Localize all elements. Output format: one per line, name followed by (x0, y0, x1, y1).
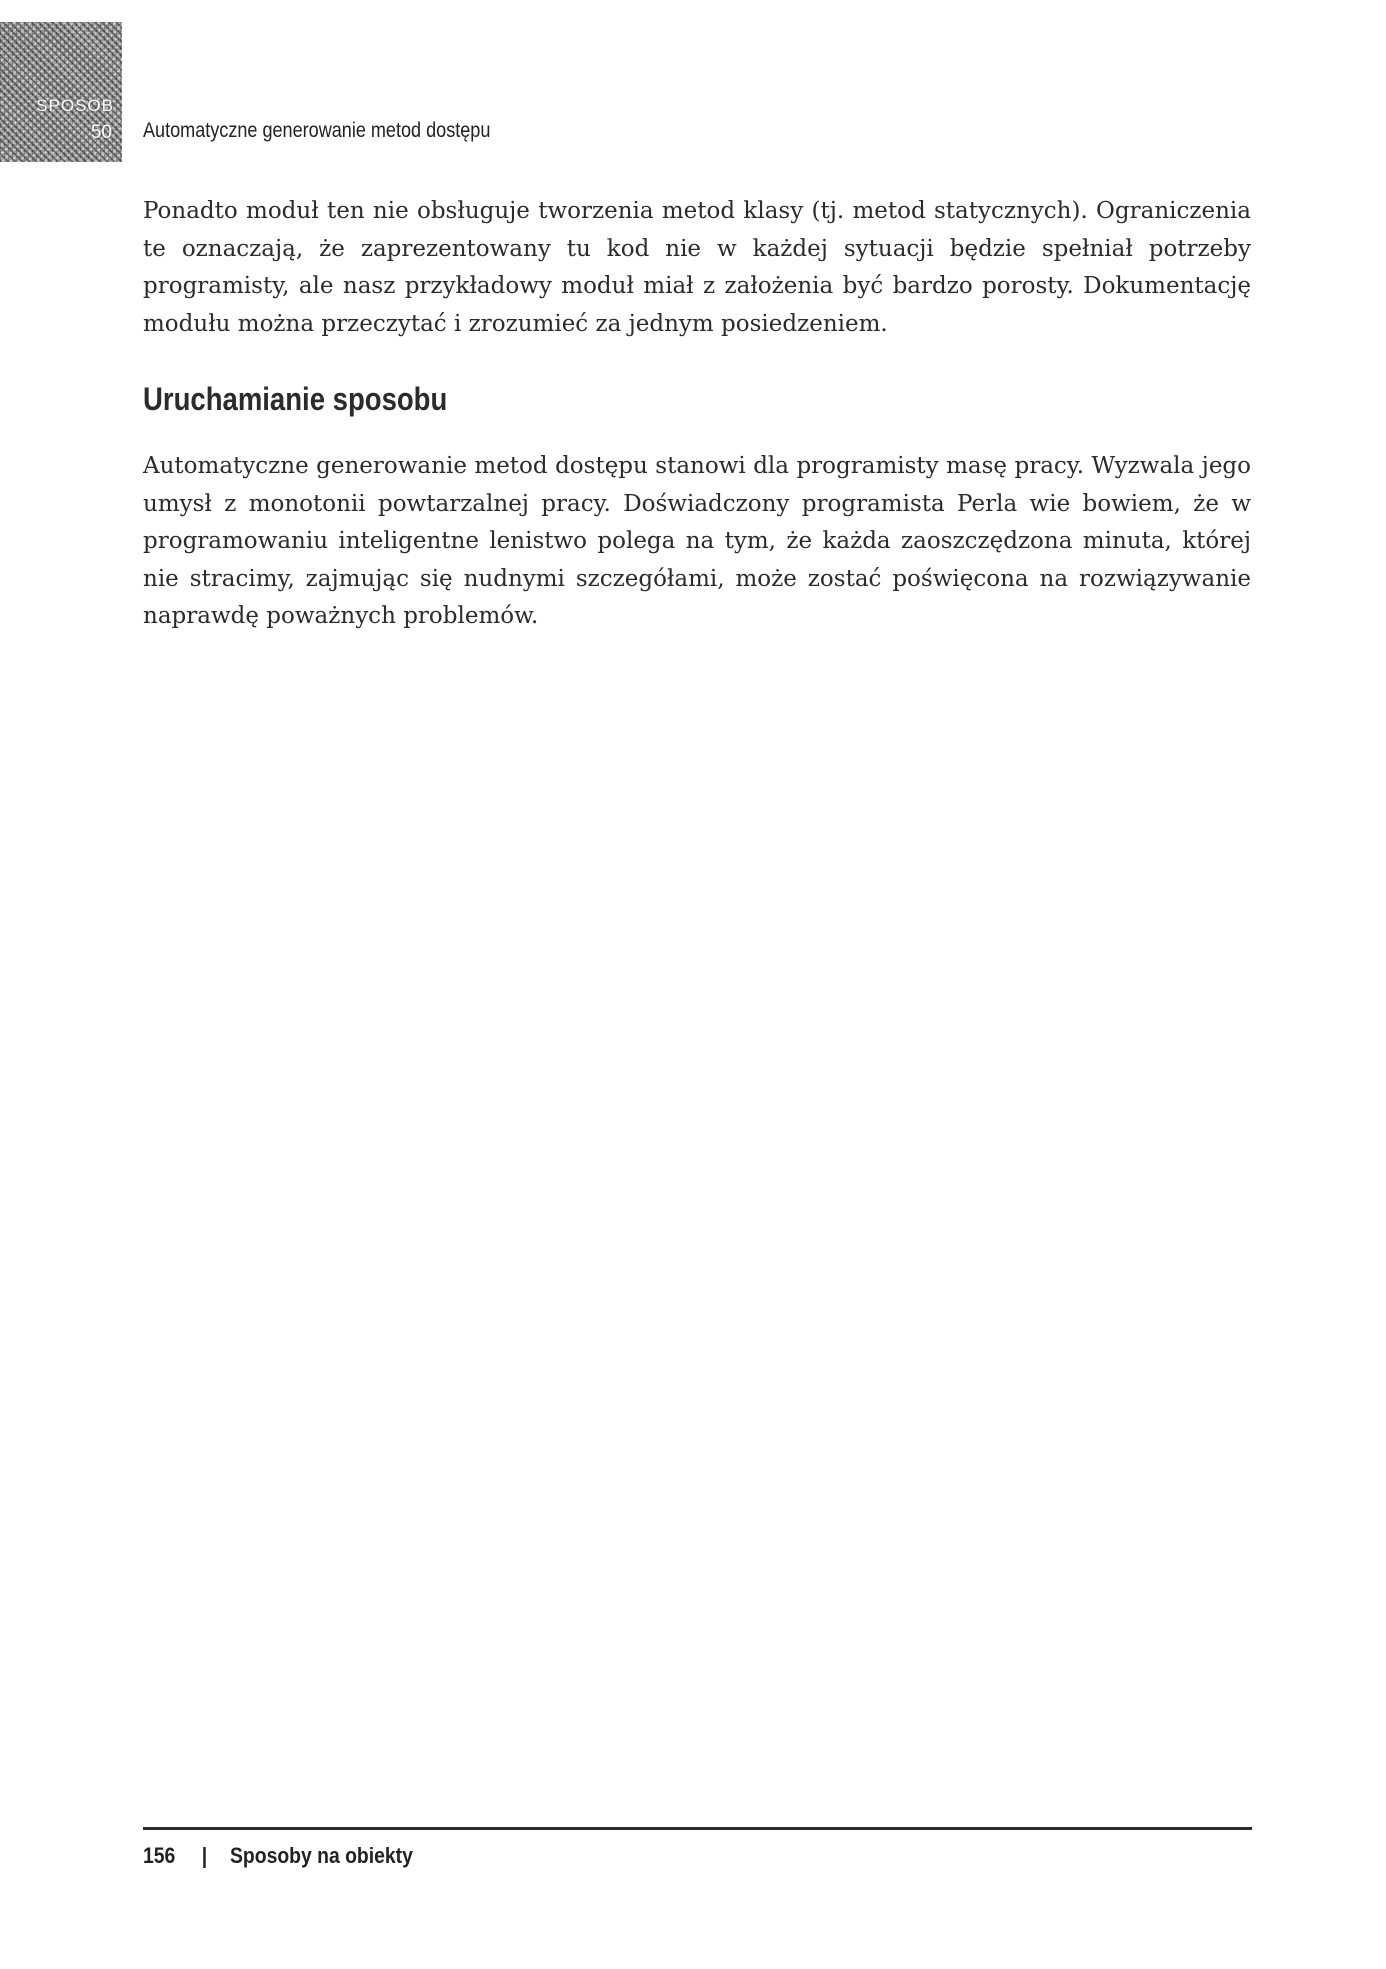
footer-separator: | (201, 1843, 208, 1868)
chapter-tab (0, 22, 122, 162)
running-header-title: Automatyczne generowanie metod dostępu (143, 119, 491, 142)
footer-divider (143, 1827, 1252, 1830)
paragraph: Ponadto moduł ten nie obsługuje tworzenia metod klasy (tj. metod statycznych). Ograniczenia te oznaczają, że zaprezentowany tu kod nie w każdej sytuacji będzie spełniał potrzeby programisty, ale nasz przykładowy moduł miał z założenia być bardzo porosty. Dokumentację modułu można przeczytać i zrozumieć za jednym posiedzeniem. (143, 198, 1251, 337)
footer-section-title: Sposoby na obiekty (230, 1843, 413, 1868)
page-number: 156 (143, 1843, 176, 1868)
tab-label: SPOSOB (36, 96, 114, 115)
footer (143, 1843, 413, 1869)
section-heading: Uruchamianie sposobu (143, 381, 448, 417)
paragraph: Automatyczne generowanie metod dostępu stanowi dla programisty masę pracy. Wyzwala jego umysł z monotonii powtarzalnej pracy. Doświadczony programista Perla wie bowiem, że w programowaniu inteligentne lenistwo polega na tym, że każda zaoszczędzona minuta, której nie stracimy, zajmując się nudnymi szczegółami, może zostać poświęcona na rozwiązywanie naprawdę poważnych problemów. (143, 453, 1251, 629)
tab-number: 50 (90, 122, 112, 143)
